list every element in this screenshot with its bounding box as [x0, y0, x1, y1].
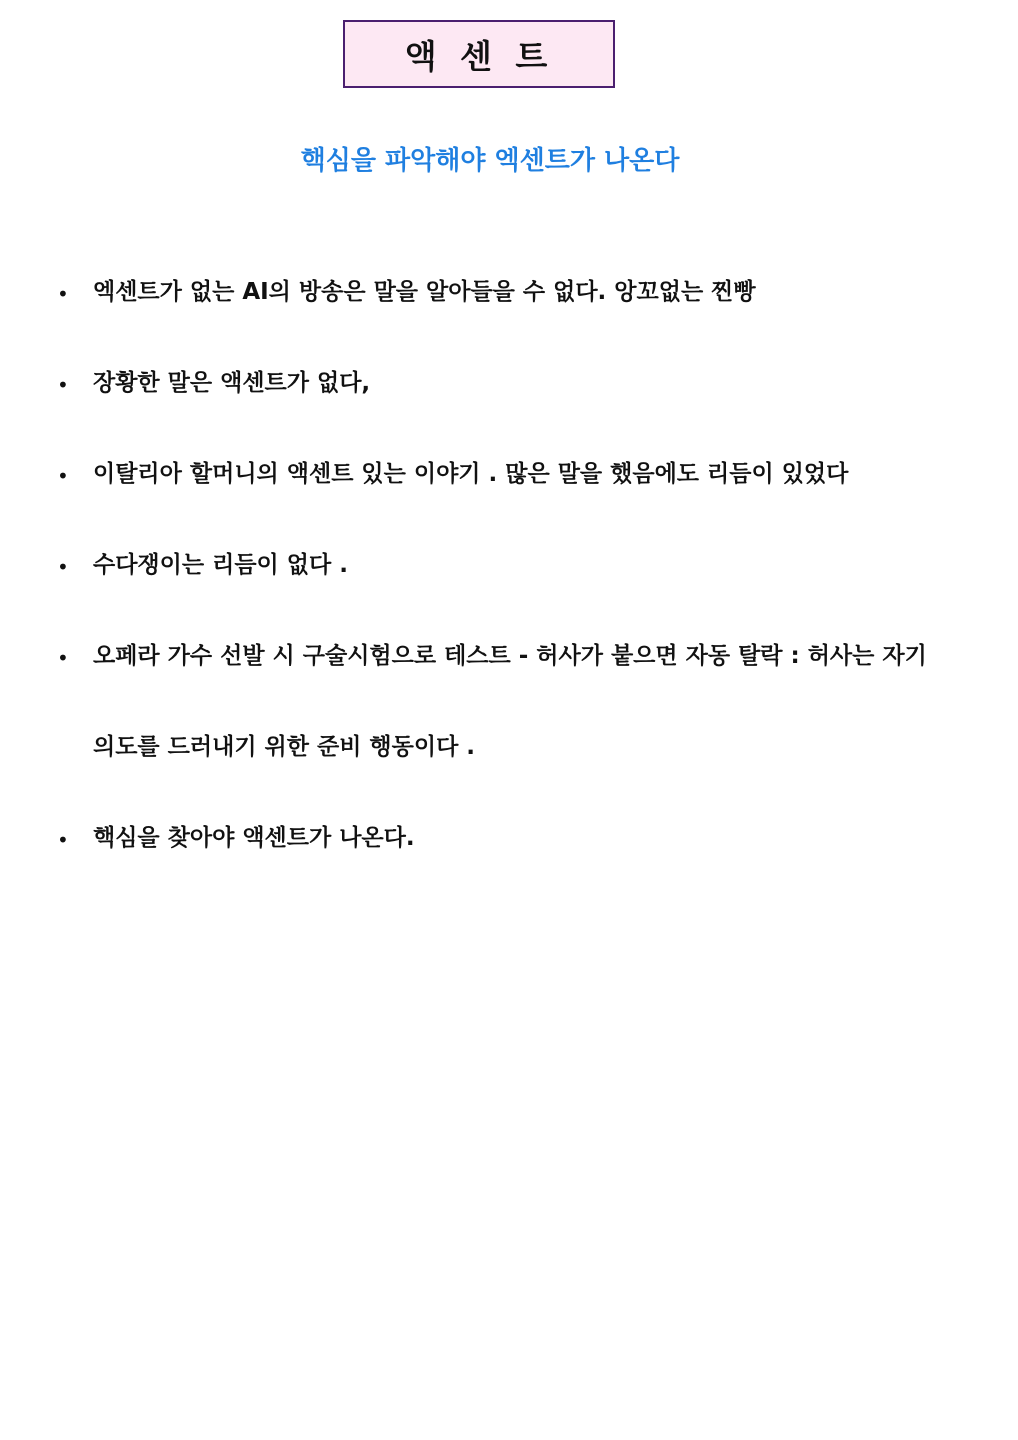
- bullet-text: 엑센트가 없는 AI의 방송은 말을 알아들을 수 없다. 앙꼬없는 찐빵: [93, 279, 756, 305]
- list-item: [0, 818, 1018, 858]
- page-title: 액 센 트: [404, 36, 554, 76]
- bullet-text: 이탈리아 할머니의 액센트 있는 이야기 . 많은 말을 했음에도 리듬이 있었다: [93, 461, 849, 487]
- list-item: [0, 636, 1018, 676]
- page-subtitle: 핵심을 파악해야 엑센트가 나온다: [300, 146, 680, 176]
- bullet-icon: •: [57, 373, 69, 397]
- bullet-text: 핵심을 찾아야 액센트가 나온다.: [93, 825, 415, 851]
- list-item: [0, 363, 1018, 403]
- bullet-icon: •: [57, 464, 69, 488]
- bullet-icon: •: [57, 828, 69, 852]
- bullet-text: 장황한 말은 액센트가 없다,: [93, 370, 371, 396]
- list-item: [0, 454, 1018, 494]
- bullet-text: 수다쟁이는 리듬이 없다 .: [93, 552, 348, 578]
- bullet-text: 오페라 가수 선발 시 구술시험으로 테스트 - 허사가 붙으면 자동 탈락 : 허사는 자기: [93, 643, 927, 669]
- bullet-icon: •: [57, 646, 69, 670]
- bullet-continuation-text: 의도를 드러내기 위한 준비 행동이다 .: [93, 734, 476, 760]
- bullet-icon: •: [57, 555, 69, 579]
- title-box: [343, 20, 615, 88]
- list-item: [0, 272, 1018, 312]
- list-item: [0, 545, 1018, 585]
- bullet-icon: •: [57, 282, 69, 306]
